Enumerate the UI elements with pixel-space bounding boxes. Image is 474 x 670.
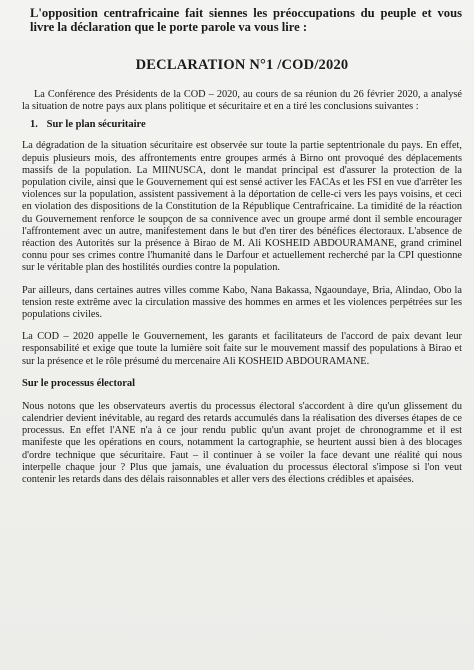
section1-heading xyxy=(22,119,462,130)
section2-heading: Sur le processus électoral xyxy=(22,377,136,389)
section1-paragraph-3: La COD – 2020 appelle le Gouvernement, les garants et facilitateurs de l'accord de paix devant leur responsabilité et exige que toute la lumière soit faite sur le mouvement massif des populations à Birao et sur la présence et le rôle présumé du mercenaire Ali KOSHEID ABDOURAMANE. xyxy=(22,331,462,367)
section1-number: 1. xyxy=(30,119,38,131)
section1-paragraph-2: Par ailleurs, dans certaines autres villes comme Kabo, Nana Bakassa, Ngaoundaye, Bria, Alindao, Obo la tension reste extrême avec la circulation massive des hommes en armes et les violences perpétrées sur les populations civiles. xyxy=(22,284,462,321)
declaration-title: DECLARATION N°1 /COD/2020 xyxy=(135,57,349,73)
preamble-paragraph: La Conférence des Présidents de la COD – 2020, au cours de sa réunion du 26 février 2020, a analysé la situation de notre pays aux plans politique et sécuritaire et en a tiré les conclusions suivantes : xyxy=(22,89,462,113)
intro-statement: L'opposition centrafricaine fait siennes les préoccupations du peuple et vous livre la déclaration que le porte parole va vous lire : xyxy=(30,6,462,34)
section2-paragraph-1: Nous notons que les observateurs avertis du processus électoral s'accordent à dire qu'un glissement du calendrier devient inévitable, au regard des retards accumulés dans la réalisation des diverses étapes de ce processus. En effet l'ANE n'a à ce jour rendu public qu'un avant projet de chronogramme et il est manifeste que les opérations en cours, notamment la cartographie, se heurtent aussi bien à des blocages d'ordre technique que sécuritaire. Faut – il continuer à se voiler la face devant une réalité qui nous interpelle chaque jour ? Plus que jamais, une évaluation du processus électoral s'impose si l'on veut contenir les retards dans des délais raisonnables et aller vers des élections crédibles et apaisées. xyxy=(22,400,462,486)
section1-heading-text: Sur le plan sécuritaire xyxy=(46,119,146,131)
section1-paragraph-1: La dégradation de la situation sécuritaire est observée sur toute la partie septentrionale du pays. En effet, depuis plusieurs mois, des affrontements entre groupes armés à Birno ont provoqué des déplacements massifs de la population. La MIINUSCA, dont le mandat principal est d'assurer la protection de la population civile, ainsi que le Gouvernement qui est sensé activer les FACAs et les FSI en vue d'arrêter les violences sur la population, assistent passivement à la déportation de celle-ci vers les pays voisins, et ceci en violation des dispositions de la Constitution de la République Centrafricaine. La timidité de la réaction du Gouvernement renforce le soupçon de sa connivence avec un groupe armé dont il semble encourager l'affrontement avec un autre, manifestement dans le but d'en tirer des bénéfices électoraux. L'absence de réaction des Autorités sur la présence à Birao de M. Ali KOSHEID ABDOURAMANE, grand criminel connu pour ses crimes contre l'humanité dans le Darfour et actuellement recherché par la CPI questionne sur le véritable plan des hostilités ourdies contre la population. xyxy=(22,140,462,274)
